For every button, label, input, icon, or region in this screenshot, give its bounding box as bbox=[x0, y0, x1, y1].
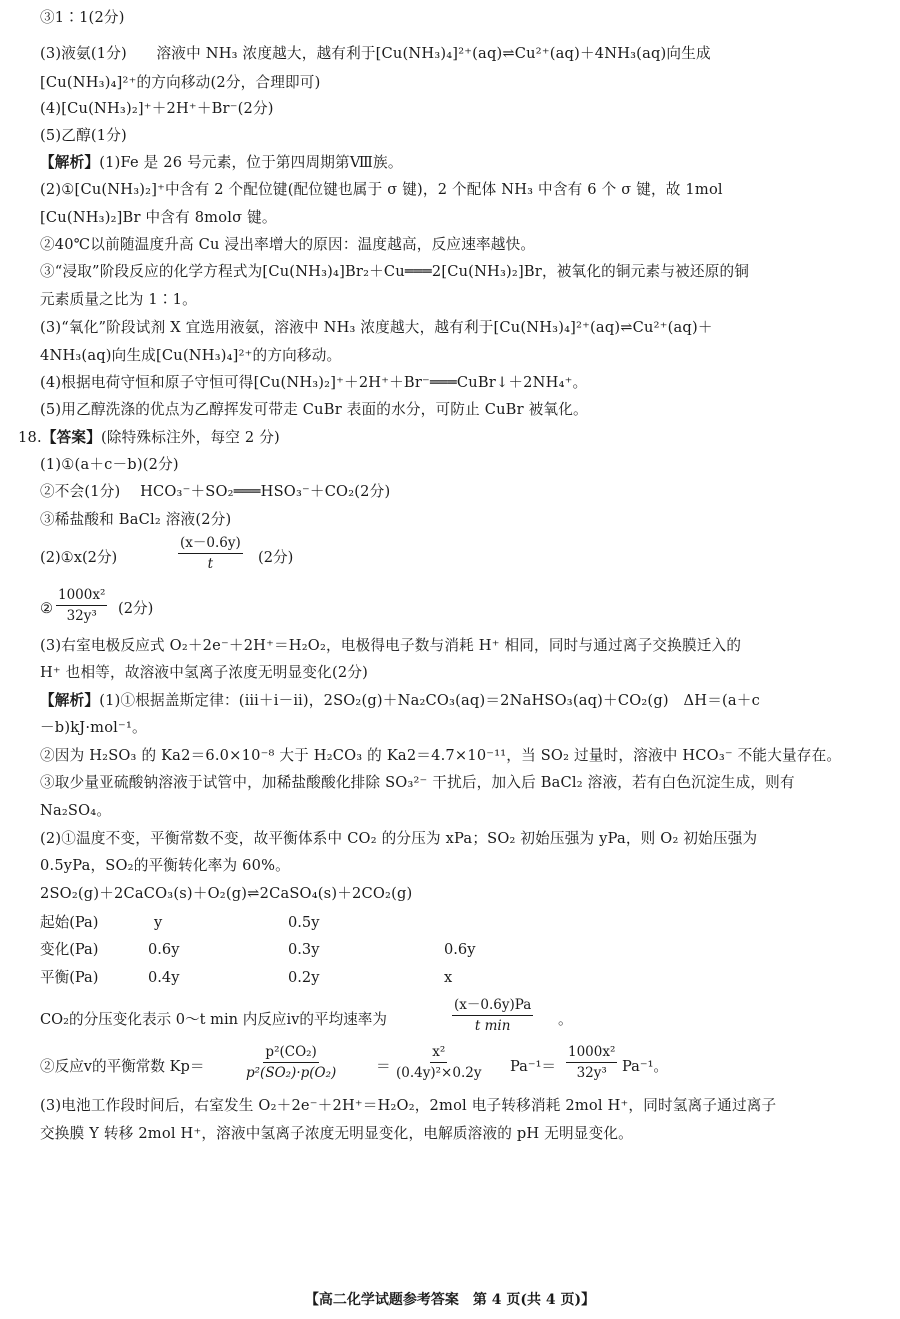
answer-label: 【答案】 bbox=[41, 429, 101, 446]
text-line: ③取少量亚硫酸钠溶液于试管中，加稀盐酸酸化排除 SO₃²⁻ 干扰后，加入后 BaCl₂ 溶液，若有白色沉淀生成，则有 bbox=[40, 774, 795, 791]
table-cell: y bbox=[154, 914, 163, 931]
text-line: ③1∶1(2分) bbox=[40, 9, 125, 26]
fraction-kp-expression bbox=[246, 1044, 336, 1081]
fraction-numerator: (x－0.6y)Pa bbox=[452, 997, 533, 1016]
table-row-label: 起始(Pa) bbox=[40, 914, 99, 931]
score-note: (除特殊标注外，每空 2 分) bbox=[101, 429, 280, 446]
table-row-label: 平衡(Pa) bbox=[40, 969, 99, 986]
text-line: (2分) bbox=[118, 600, 154, 617]
text-line: Pa⁻¹。 bbox=[622, 1058, 669, 1075]
table-cell: 0.2y bbox=[288, 969, 320, 986]
table-cell: 0.4y bbox=[148, 969, 180, 986]
text-line: [Cu(NH₃)₄]²⁺的方向移动(2分，合理即可) bbox=[40, 74, 321, 91]
text-line: 。 bbox=[558, 1011, 573, 1028]
text-line: Pa⁻¹＝ bbox=[510, 1058, 557, 1075]
text-line: (1)Fe 是 26 号元素，位于第四周期第Ⅷ族。 bbox=[99, 154, 403, 171]
analysis-line bbox=[40, 689, 884, 713]
analysis-label: 【解析】 bbox=[40, 692, 100, 709]
text-line: (3)电池工作段时间后，右室发生 O₂＋2e⁻＋2H⁺＝H₂O₂，2mol 电子转移消耗 2mol H⁺，同时氢离子通过离子 bbox=[40, 1097, 777, 1114]
text-line: (3)“氧化”阶段试剂 X 宜选用液氨，溶液中 NH₃ 浓度越大，越有利于[Cu(NH₃)₄]²⁺(aq)⇌Cu²⁺(aq)＋ bbox=[40, 319, 713, 336]
fraction-numerator: x² bbox=[430, 1044, 447, 1063]
fraction-numerator: (x－0.6y) bbox=[178, 535, 243, 554]
text-line: ＝ bbox=[376, 1058, 391, 1075]
analysis-line bbox=[40, 151, 884, 175]
text-line: (1)①根据盖斯定律：(ⅲ＋ⅰ－ⅱ)，2SO₂(g)＋Na₂CO₃(aq)＝2NaHSO₃(aq)＋CO₂(g) ΔH＝(a＋c bbox=[99, 692, 760, 709]
text-line: (2)①温度不变，平衡常数不变，故平衡体系中 CO₂ 的分压为 xPa；SO₂ 初始压强为 yPa，则 O₂ 初始压强为 bbox=[40, 830, 758, 847]
text-line: 交换膜 Y 转移 2mol H⁺，溶液中氢离子浓度无明显变化，电解质溶液的 pH 无明显变化。 bbox=[40, 1125, 633, 1142]
fraction-denominator: 32y³ bbox=[66, 608, 97, 624]
text-line: (2)①[Cu(NH₃)₂]⁺中含有 2 个配位键(配位键也属于 σ 键)，2 个配体 NH₃ 中含有 6 个 σ 键，故 1mol bbox=[40, 181, 723, 198]
fraction-denominator: 32y³ bbox=[576, 1065, 607, 1081]
text-line: ②不会(1分) HCO₃⁻＋SO₂═══HSO₃⁻＋CO₂(2分) bbox=[40, 483, 391, 500]
text-line: (3)液氨(1分) 溶液中 NH₃ 浓度越大，越有利于[Cu(NH₃)₄]²⁺(aq)⇌Cu²⁺(aq)＋4NH₃(aq)向生成 bbox=[40, 45, 711, 62]
text-line: ②因为 H₂SO₃ 的 Ka2＝6.0×10⁻⁸ 大于 H₂CO₃ 的 Ka2＝4.7×10⁻¹¹，当 SO₂ 过量时，溶液中 HCO₃⁻ 不能大量存在。 bbox=[40, 747, 842, 764]
text-line: (3)右室电极反应式 O₂＋2e⁻＋2H⁺＝H₂O₂，电极得电子数与消耗 H⁺ 相同，同时与通过离子交换膜迁入的 bbox=[40, 637, 742, 654]
text-line: CO₂的分压变化表示 0～t min 内反应ⅳ的平均速率为 bbox=[40, 1011, 387, 1028]
text-line: ③稀盐酸和 BaCl₂ 溶液(2分) bbox=[40, 511, 232, 528]
text-line: (5)用乙醇洗涤的优点为乙醇挥发可带走 CuBr 表面的水分，可防止 CuBr 被氧化。 bbox=[40, 401, 588, 418]
fraction-denominator: t bbox=[207, 556, 214, 572]
text-line: (1)①(a＋c－b)(2分) bbox=[40, 456, 179, 473]
equilibrium-equation: 2SO₂(g)＋2CaCO₃(s)＋O₂(g)⇌2CaSO₄(s)＋2CO₂(g) bbox=[40, 885, 413, 902]
page-footer: 【高二化学试题参考答案 第 4 页(共 4 页)】 bbox=[304, 1292, 596, 1308]
fraction-denominator: t min bbox=[474, 1018, 511, 1034]
fraction-numerator: p²(CO₂) bbox=[263, 1044, 318, 1063]
table-row-label: 变化(Pa) bbox=[40, 941, 99, 958]
text-line: [Cu(NH₃)₂]Br 中含有 8molσ 键。 bbox=[40, 209, 277, 226]
fraction-kp-values bbox=[396, 1044, 481, 1081]
text-line: －b)kJ·mol⁻¹。 bbox=[40, 719, 147, 736]
text-line: Na₂SO₄。 bbox=[40, 802, 112, 819]
fraction-denominator: (0.4y)²×0.2y bbox=[396, 1065, 482, 1081]
text-line: 元素质量之比为 1∶1。 bbox=[40, 291, 197, 308]
table-cell: 0.5y bbox=[288, 914, 320, 931]
text-line: H⁺ 也相等，故溶液中氢离子浓度无明显变化(2分) bbox=[40, 664, 369, 681]
question-18-header bbox=[18, 426, 884, 450]
analysis-label: 【解析】 bbox=[40, 154, 100, 171]
fraction-kp-result bbox=[566, 1044, 617, 1081]
text-line: ③“浸取”阶段反应的化学方程式为[Cu(NH₃)₄]Br₂＋Cu═══2[Cu(NH₃)₂]Br，被氧化的铜元素与被还原的铜 bbox=[40, 263, 750, 280]
fraction-rate bbox=[178, 535, 243, 572]
fraction-numerator: 1000x² bbox=[56, 587, 107, 606]
text-line: ②反应ⅴ的平衡常数 Kp＝ bbox=[40, 1058, 205, 1075]
table-cell: 0.6y bbox=[444, 941, 476, 958]
question-number: 18. bbox=[18, 429, 42, 446]
text-line: ② bbox=[40, 600, 54, 617]
text-line: (2)①x(2分) bbox=[40, 549, 118, 566]
fraction-numerator: 1000x² bbox=[566, 1044, 617, 1063]
table-cell: x bbox=[444, 969, 453, 986]
table-cell: 0.3y bbox=[288, 941, 320, 958]
text-line: 0.5yPa，SO₂的平衡转化率为 60%。 bbox=[40, 857, 290, 874]
text-line: ②40℃以前随温度升高 Cu 浸出率增大的原因：温度越高，反应速率越快。 bbox=[40, 236, 536, 253]
text-line: (4)根据电荷守恒和原子守恒可得[Cu(NH₃)₂]⁺＋2H⁺＋Br⁻═══CuBr↓＋2NH₄⁺。 bbox=[40, 374, 588, 391]
fraction-rate-pa bbox=[452, 997, 533, 1034]
fraction-denominator: p²(SO₂)·p(O₂) bbox=[246, 1065, 337, 1081]
text-line: (4)[Cu(NH₃)₂]⁺＋2H⁺＋Br⁻(2分) bbox=[40, 100, 274, 117]
table-cell: 0.6y bbox=[148, 941, 180, 958]
text-line: (2分) bbox=[258, 549, 294, 566]
text-line: 4NH₃(aq)向生成[Cu(NH₃)₄]²⁺的方向移动。 bbox=[40, 347, 342, 364]
text-line: (5)乙醇(1分) bbox=[40, 127, 127, 144]
fraction-kp bbox=[56, 587, 107, 624]
